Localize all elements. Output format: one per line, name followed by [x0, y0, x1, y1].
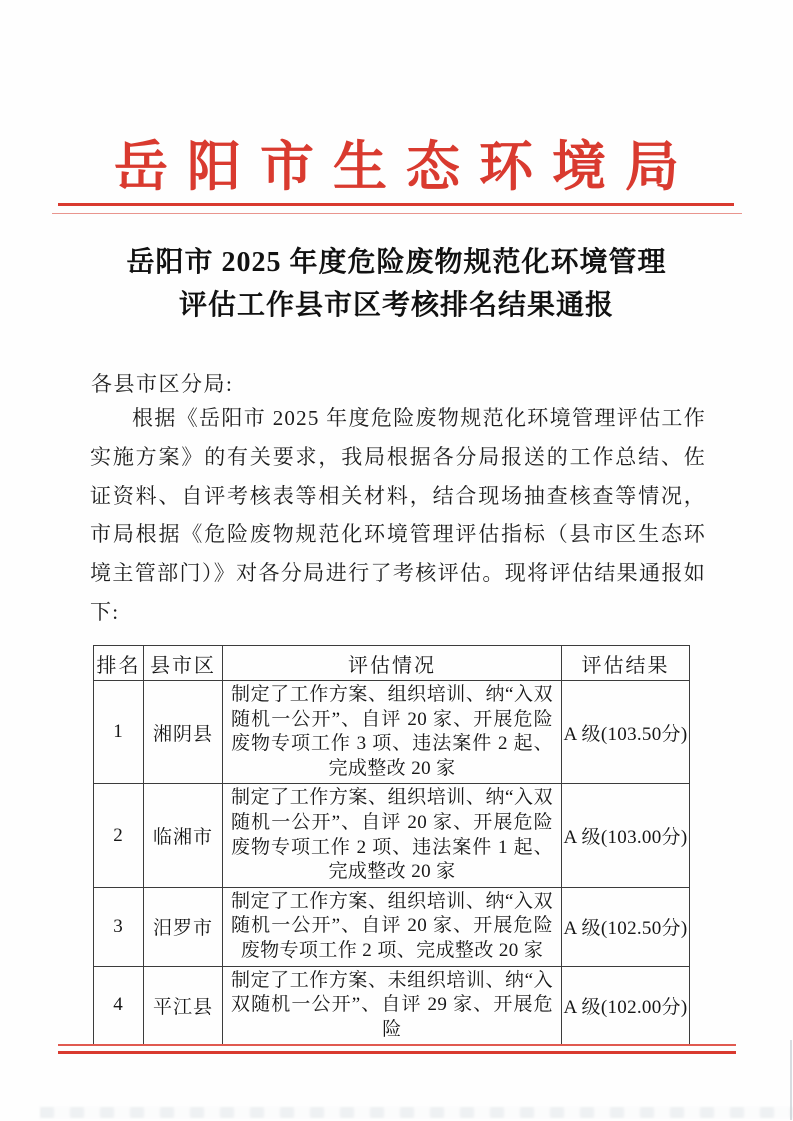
situation-cell: 制定了工作方案、组织培训、纳“入双随机一公开”、自评 20 家、开展危险废物专项工作 2 项、完成整改 20 家	[223, 887, 562, 966]
result-cell: A 级(103.50分)	[562, 681, 690, 784]
district-cell: 临湘市	[144, 784, 223, 887]
result-cell: A 级(102.00分)	[562, 966, 690, 1045]
situation-cell: 制定了工作方案、未组织培训、纳“入双随机一公开”、自评 29 家、开展危险	[223, 966, 562, 1045]
letterhead-rule-thin	[52, 213, 742, 214]
situation-cell: 制定了工作方案、组织培训、纳“入双随机一公开”、自评 20 家、开展危险废物专项工作 3 项、违法案件 2 起、完成整改 20 家	[223, 681, 562, 784]
document-title	[60, 241, 733, 327]
letterhead-agency-name: 岳阳市生态环境局	[114, 137, 698, 197]
table-row	[94, 887, 690, 966]
result-cell: A 级(102.50分)	[562, 887, 690, 966]
district-cell: 平江县	[144, 966, 223, 1045]
table-row	[94, 784, 690, 887]
rank-cell: 1	[94, 681, 144, 784]
body-paragraph: 根据《岳阳市 2025 年度危险废物规范化环境管理评估工作实施方案》的有关要求，我局根据各分局报送的工作总结、佐证资料、自评考核表等相关材料，结合现场抽查核查等情况，市局根据《危险废物规范化环境管理评估指标（县市区生态环境主管部门）》对各分局进行了考核评估。现将评估结果通报如下:	[90, 406, 706, 624]
situation-cell: 制定了工作方案、组织培训、纳“入双随机一公开”、自评 20 家、开展危险废物专项工作 2 项、违法案件 1 起、完成整改 20 家	[223, 784, 562, 887]
table-header-row	[94, 646, 690, 681]
district-cell: 汨罗市	[144, 887, 223, 966]
scan-edge-artifact-right	[790, 1040, 792, 1120]
footer-rule-thin	[58, 1044, 736, 1046]
salutation: 各县市区分局:	[91, 372, 234, 396]
footer-rule-thick	[58, 1051, 736, 1054]
result-cell: A 级(103.00分)	[562, 784, 690, 887]
document-title-line1: 岳阳市 2025 年度危险废物规范化环境管理	[126, 247, 667, 278]
header-result: 评估结果	[562, 646, 690, 681]
rank-cell: 4	[94, 966, 144, 1045]
scan-edge-artifact	[40, 1107, 793, 1118]
document-title-line2: 评估工作县市区考核排名结果通报	[178, 290, 614, 321]
district-cell: 湘阴县	[144, 681, 223, 784]
header-situation: 评估情况	[223, 646, 562, 681]
table-row	[94, 966, 690, 1045]
letterhead-rule-thick	[58, 203, 734, 206]
table-row	[94, 681, 690, 784]
evaluation-ranking-table	[93, 645, 690, 1045]
header-rank: 排名	[94, 646, 144, 681]
header-district: 县市区	[144, 646, 223, 681]
rank-cell: 3	[94, 887, 144, 966]
rank-cell: 2	[94, 784, 144, 887]
